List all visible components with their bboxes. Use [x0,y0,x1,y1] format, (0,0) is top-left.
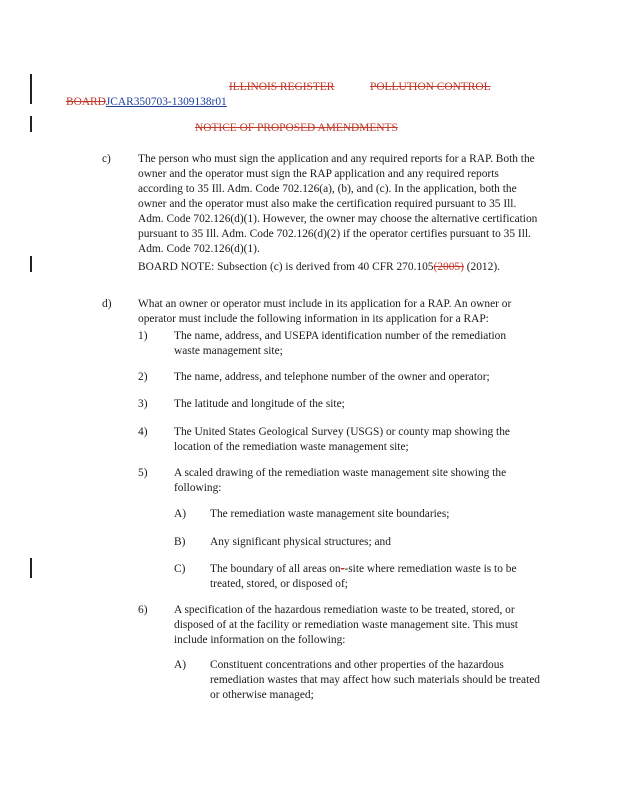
item-6-sub-a-text: Constituent concentrations and other properties of the hazardous remediation wastes that may affect how such materials should be treated or otherwise managed; [210,659,541,701]
header-deleted-register: ILLINOIS REGISTER [229,81,335,93]
sub-c-text-before: The boundary of all areas on [210,563,341,575]
section-d-text: What an owner or operator must include in its application for a RAP. An owner or operator must include the following information in its application for a RAP: [138,298,512,325]
item-5-sub-a-label: A) [174,508,187,520]
header-notice: NOTICE OF PROPOSED AMENDMENTS [195,122,398,134]
section-c-text: The person who must sign the application and any required reports for a RAP. Both the owner and the operator must sign the RAP application and any required reports according to 35 Ill. Adm. Code 702.126(a), (b), and (c). In the application, both the owner and the operator must also make the certification required pursuant to 35 Ill. Adm. Code 702.126(d)(1). However, the owner may choose the alternative certification pursuant to 35 Ill. Adm. Code 702.126(d)(2) if the operator certifies pursuant to 35 Ill. Adm. Code 702.126(d)(1). [138,153,538,255]
item-1-label: 1) [138,330,148,342]
header-deleted-board2: BOARD [66,96,106,108]
change-bar [30,256,32,272]
section-d-label: d) [102,298,112,310]
item-5-sub-a-text: The remediation waste management site boundaries; [210,508,450,520]
item-2-label: 2) [138,371,148,383]
board-note-prefix: BOARD NOTE: Subsection (c) is derived from 40 CFR 270.105 [138,261,434,273]
change-bar [30,116,32,132]
sub-c-text-after: -site where remediation waste is to be treated, stored, or disposed of; [210,563,517,590]
item-1-text: The name, address, and USEPA identification number of the remediation waste management site; [174,330,507,357]
item-5-label: 5) [138,467,148,479]
item-5-sub-b-label: B) [174,536,186,548]
item-5-text: A scaled drawing of the remediation waste management site showing the following: [174,467,507,494]
section-c-label: c) [102,153,111,165]
item-2-text: The name, address, and telephone number of the owner and operator; [174,371,490,383]
item-6-text: A specification of the hazardous remediation waste to be treated, stored, or disposed of at the facility or remediation waste management site. This must include information on the following: [174,604,518,646]
item-3-label: 3) [138,398,148,410]
item-4-label: 4) [138,426,148,438]
item-5-sub-c-label: C) [174,563,186,575]
header-code-line [66,95,227,110]
item-6-sub-a-label: A) [174,659,187,671]
change-bar [30,74,32,104]
change-bar [30,558,32,578]
header-deleted-board: POLLUTION CONTROL [370,81,491,93]
item-3-text: The latitude and longitude of the site; [174,398,345,410]
header-inserted-code: JCAR350703-1309138r01 [105,96,227,108]
item-5-sub-b-text: Any significant physical structures; and [210,536,391,548]
board-note-suffix: (2012). [463,261,500,273]
item-6-label: 6) [138,604,148,616]
sub-c-text-deleted: - [340,563,345,575]
item-4-text: The United States Geological Survey (USGS) or county map showing the location of the remediation waste management site; [174,426,510,453]
board-note-deleted: (2005) [433,261,464,273]
item-5-sub-c-text [210,562,540,592]
board-note [138,260,558,275]
